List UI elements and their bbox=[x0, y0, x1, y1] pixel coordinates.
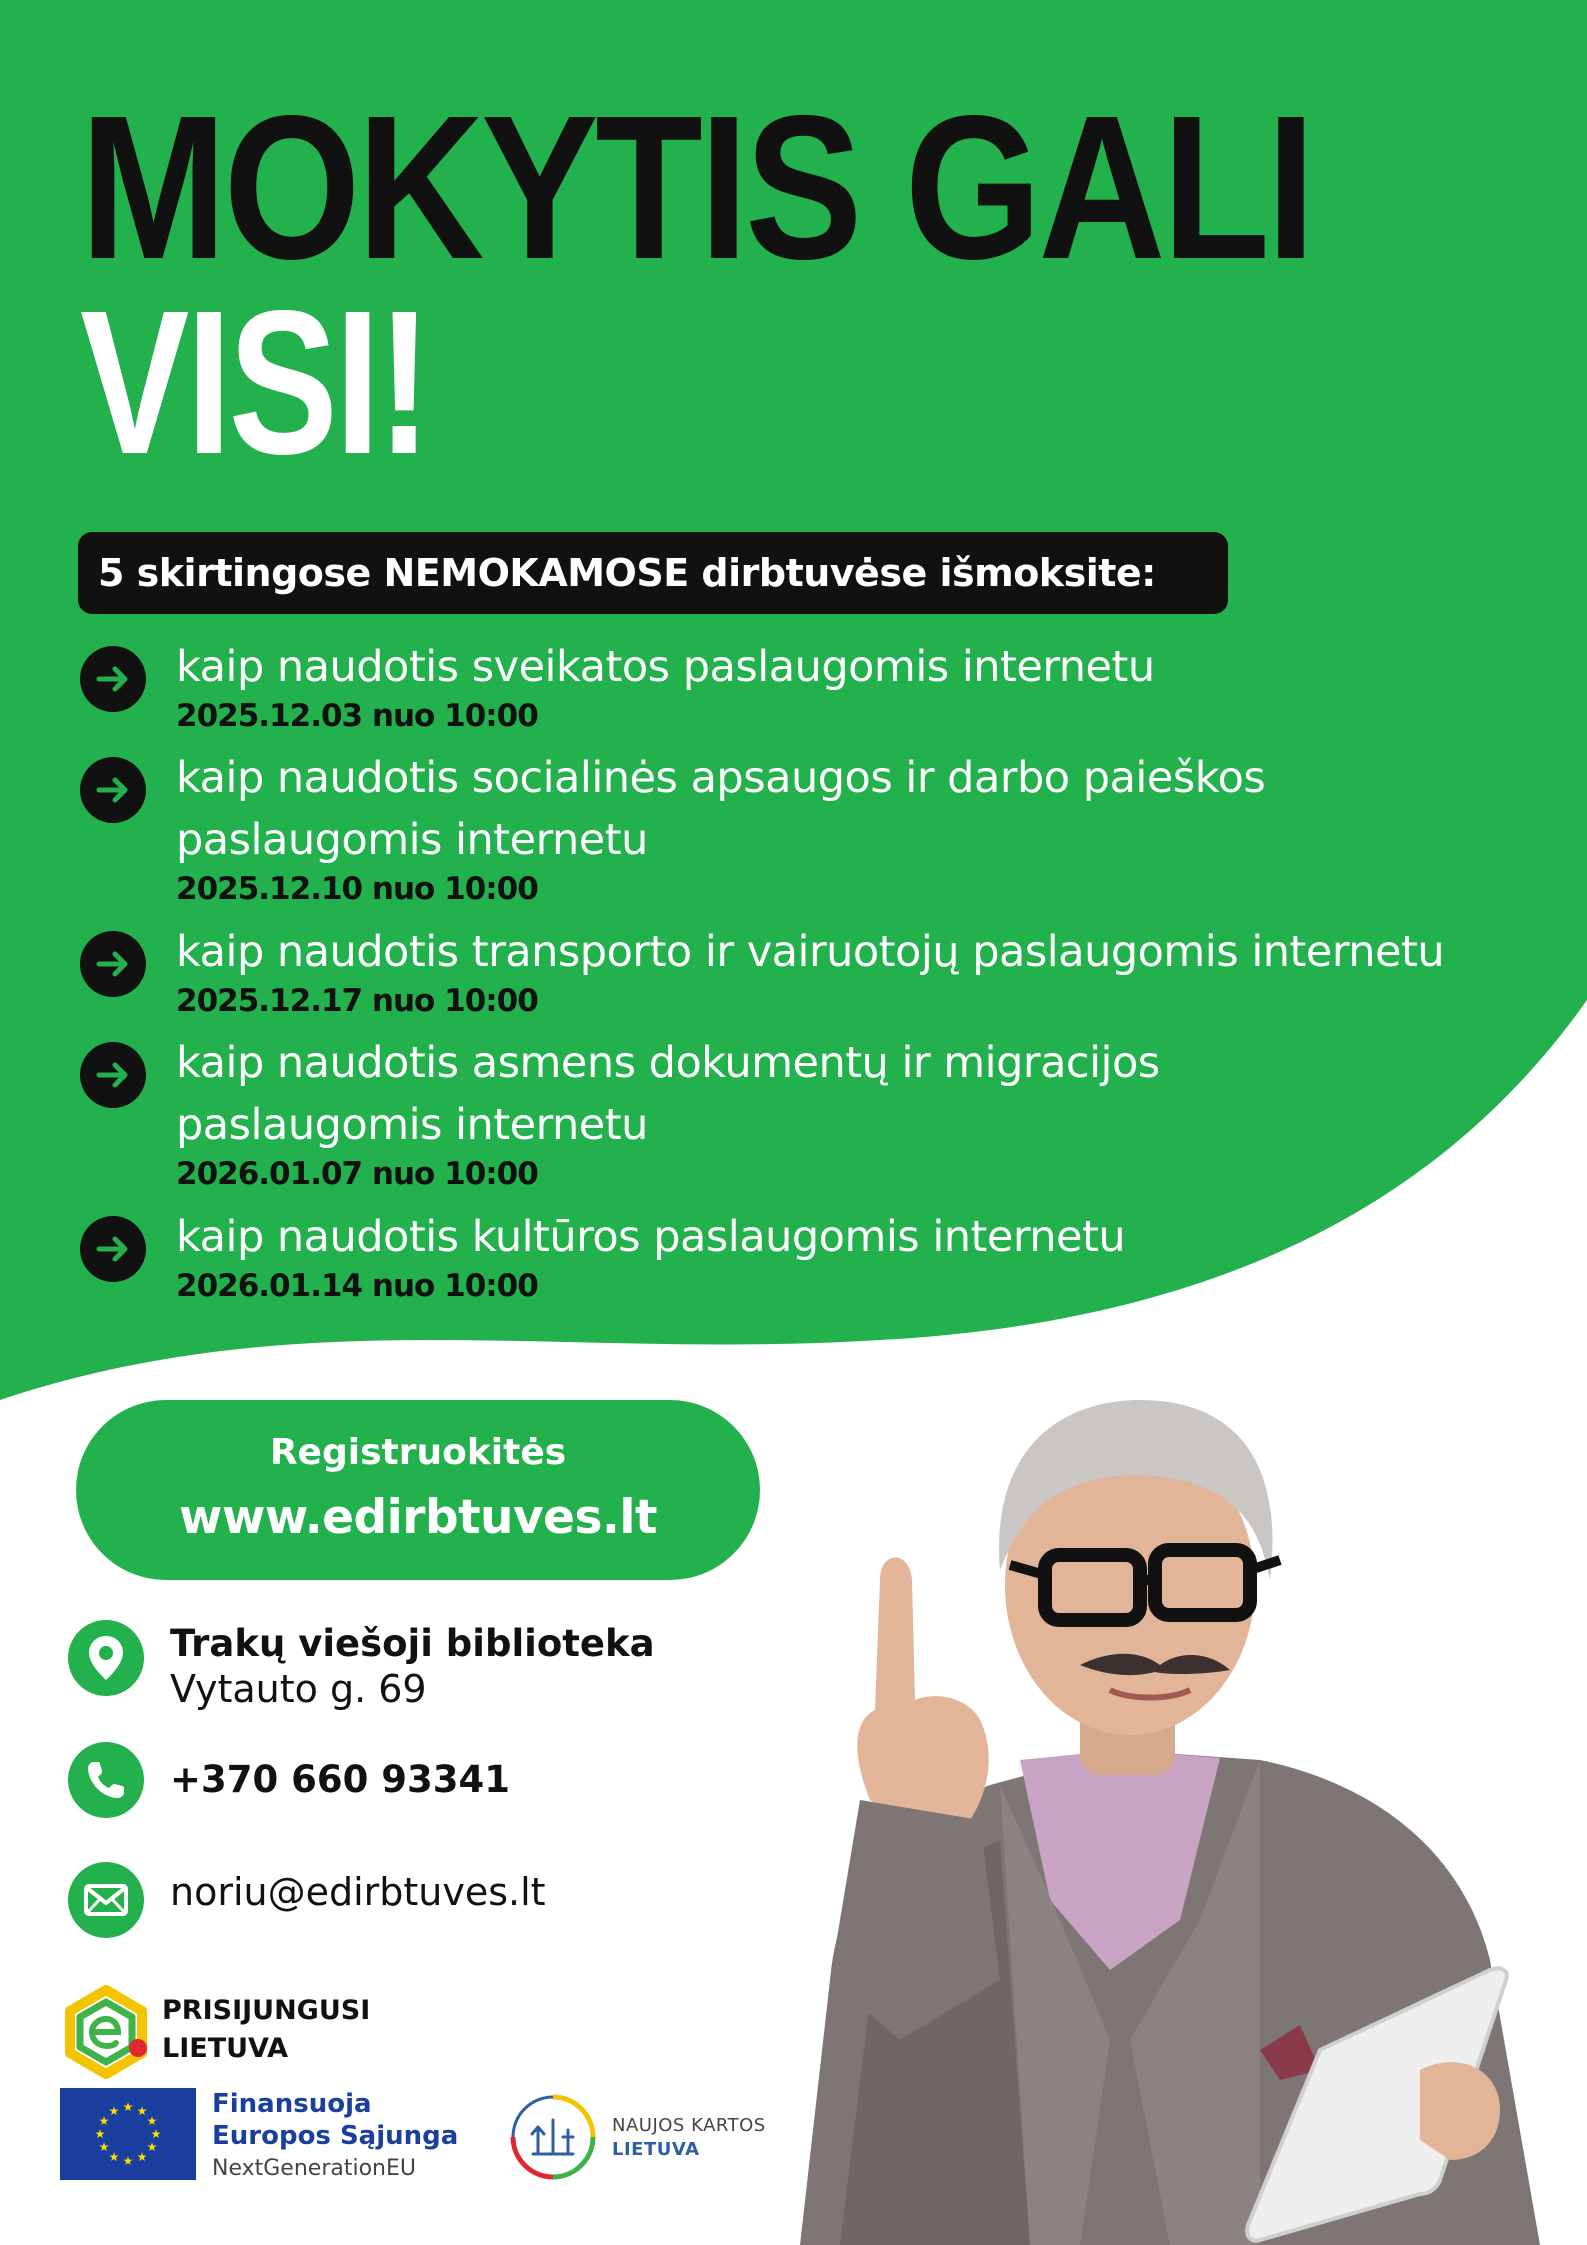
arrow-right-icon bbox=[80, 1042, 146, 1108]
arrow-right-icon bbox=[80, 931, 146, 997]
workshop-item bbox=[80, 636, 1560, 736]
svg-text:★: ★ bbox=[108, 2150, 120, 2164]
registration-label: Registruokitės bbox=[269, 1432, 567, 1473]
svg-text:★: ★ bbox=[146, 2114, 158, 2128]
arrow-right-icon bbox=[80, 646, 146, 712]
workshop-date: 2026.01.14 nuo 10:00 bbox=[176, 1268, 538, 1304]
svg-text:★: ★ bbox=[98, 2114, 110, 2128]
pl-line-2: LIETUVA bbox=[162, 2033, 288, 2064]
workshop-title: kaip naudotis socialinės apsaugos ir darbo paieškos paslaugomis internetu bbox=[176, 753, 1266, 865]
workshop-date: 2025.12.10 nuo 10:00 bbox=[176, 871, 538, 907]
location-pin-icon bbox=[68, 1620, 144, 1696]
workshop-title: kaip naudotis asmens dokumentų ir migracijos paslaugomis internetu bbox=[176, 1038, 1160, 1150]
svg-text:★: ★ bbox=[94, 2127, 106, 2141]
eu-funding-text bbox=[212, 2088, 458, 2186]
naujos-kartos-lietuva-logo bbox=[508, 2092, 598, 2182]
presenter-photo bbox=[700, 1280, 1587, 2245]
registration-url-link[interactable]: www.edirbtuves.lt bbox=[179, 1490, 657, 1545]
phone-icon bbox=[68, 1742, 144, 1818]
svg-text:★: ★ bbox=[146, 2140, 158, 2154]
workshop-title: kaip naudotis sveikatos paslaugomis internetu bbox=[176, 642, 1155, 692]
workshop-item bbox=[80, 921, 1560, 1021]
envelope-icon bbox=[68, 1862, 144, 1938]
workshop-item bbox=[80, 747, 1560, 907]
workshop-date: 2025.12.17 nuo 10:00 bbox=[176, 983, 538, 1019]
intro-banner: 5 skirtingose NEMOKAMOSE dirbtuvėse išmoksite: bbox=[78, 532, 1228, 614]
svg-text:★: ★ bbox=[122, 2154, 134, 2168]
svg-text:★: ★ bbox=[98, 2140, 110, 2154]
svg-text:★: ★ bbox=[150, 2127, 162, 2141]
phone-number-link[interactable]: +370 660 93341 bbox=[170, 1758, 510, 1801]
workshop-title: kaip naudotis transporto ir vairuotojų paslaugomis internetu bbox=[176, 927, 1445, 977]
pl-line-1: PRISIJUNGUSI bbox=[162, 1995, 371, 2026]
svg-text:★: ★ bbox=[136, 2150, 148, 2164]
svg-text:★: ★ bbox=[122, 2100, 134, 2114]
nk-line-2: LIETUVA bbox=[612, 2139, 700, 2160]
eu-line-3: NextGenerationEU bbox=[212, 2156, 416, 2181]
nk-line-1: NAUJOS KARTOS bbox=[612, 2115, 766, 2136]
eu-flag-logo bbox=[60, 2088, 196, 2180]
workshop-item bbox=[80, 1032, 1560, 1192]
svg-text:★: ★ bbox=[136, 2104, 148, 2118]
arrow-right-icon bbox=[80, 757, 146, 823]
headline-line-1: MOKYTIS GALI bbox=[80, 73, 1312, 302]
email-link[interactable]: noriu@edirbtuves.lt bbox=[170, 1870, 546, 1914]
venue-name: Trakų viešoji biblioteka bbox=[170, 1622, 655, 1665]
arrow-right-icon bbox=[80, 1216, 146, 1282]
svg-text:★: ★ bbox=[108, 2104, 120, 2118]
naujos-kartos-lietuva-text bbox=[612, 2114, 766, 2162]
registration-button[interactable] bbox=[76, 1400, 760, 1580]
venue-address: Vytauto g. 69 bbox=[170, 1667, 427, 1711]
headline-line-2: VISI! bbox=[80, 268, 429, 497]
workshop-title: kaip naudotis kultūros paslaugomis internetu bbox=[176, 1212, 1126, 1262]
prisijungusi-lietuva-logo bbox=[58, 1984, 154, 2080]
prisijungusi-lietuva-text bbox=[162, 1992, 370, 2068]
workshop-date: 2026.01.07 nuo 10:00 bbox=[176, 1156, 538, 1192]
eu-line-2: Europos Sąjunga bbox=[212, 2121, 459, 2151]
eu-line-1: Finansuoja bbox=[212, 2089, 372, 2119]
workshop-date: 2025.12.03 nuo 10:00 bbox=[176, 698, 538, 734]
